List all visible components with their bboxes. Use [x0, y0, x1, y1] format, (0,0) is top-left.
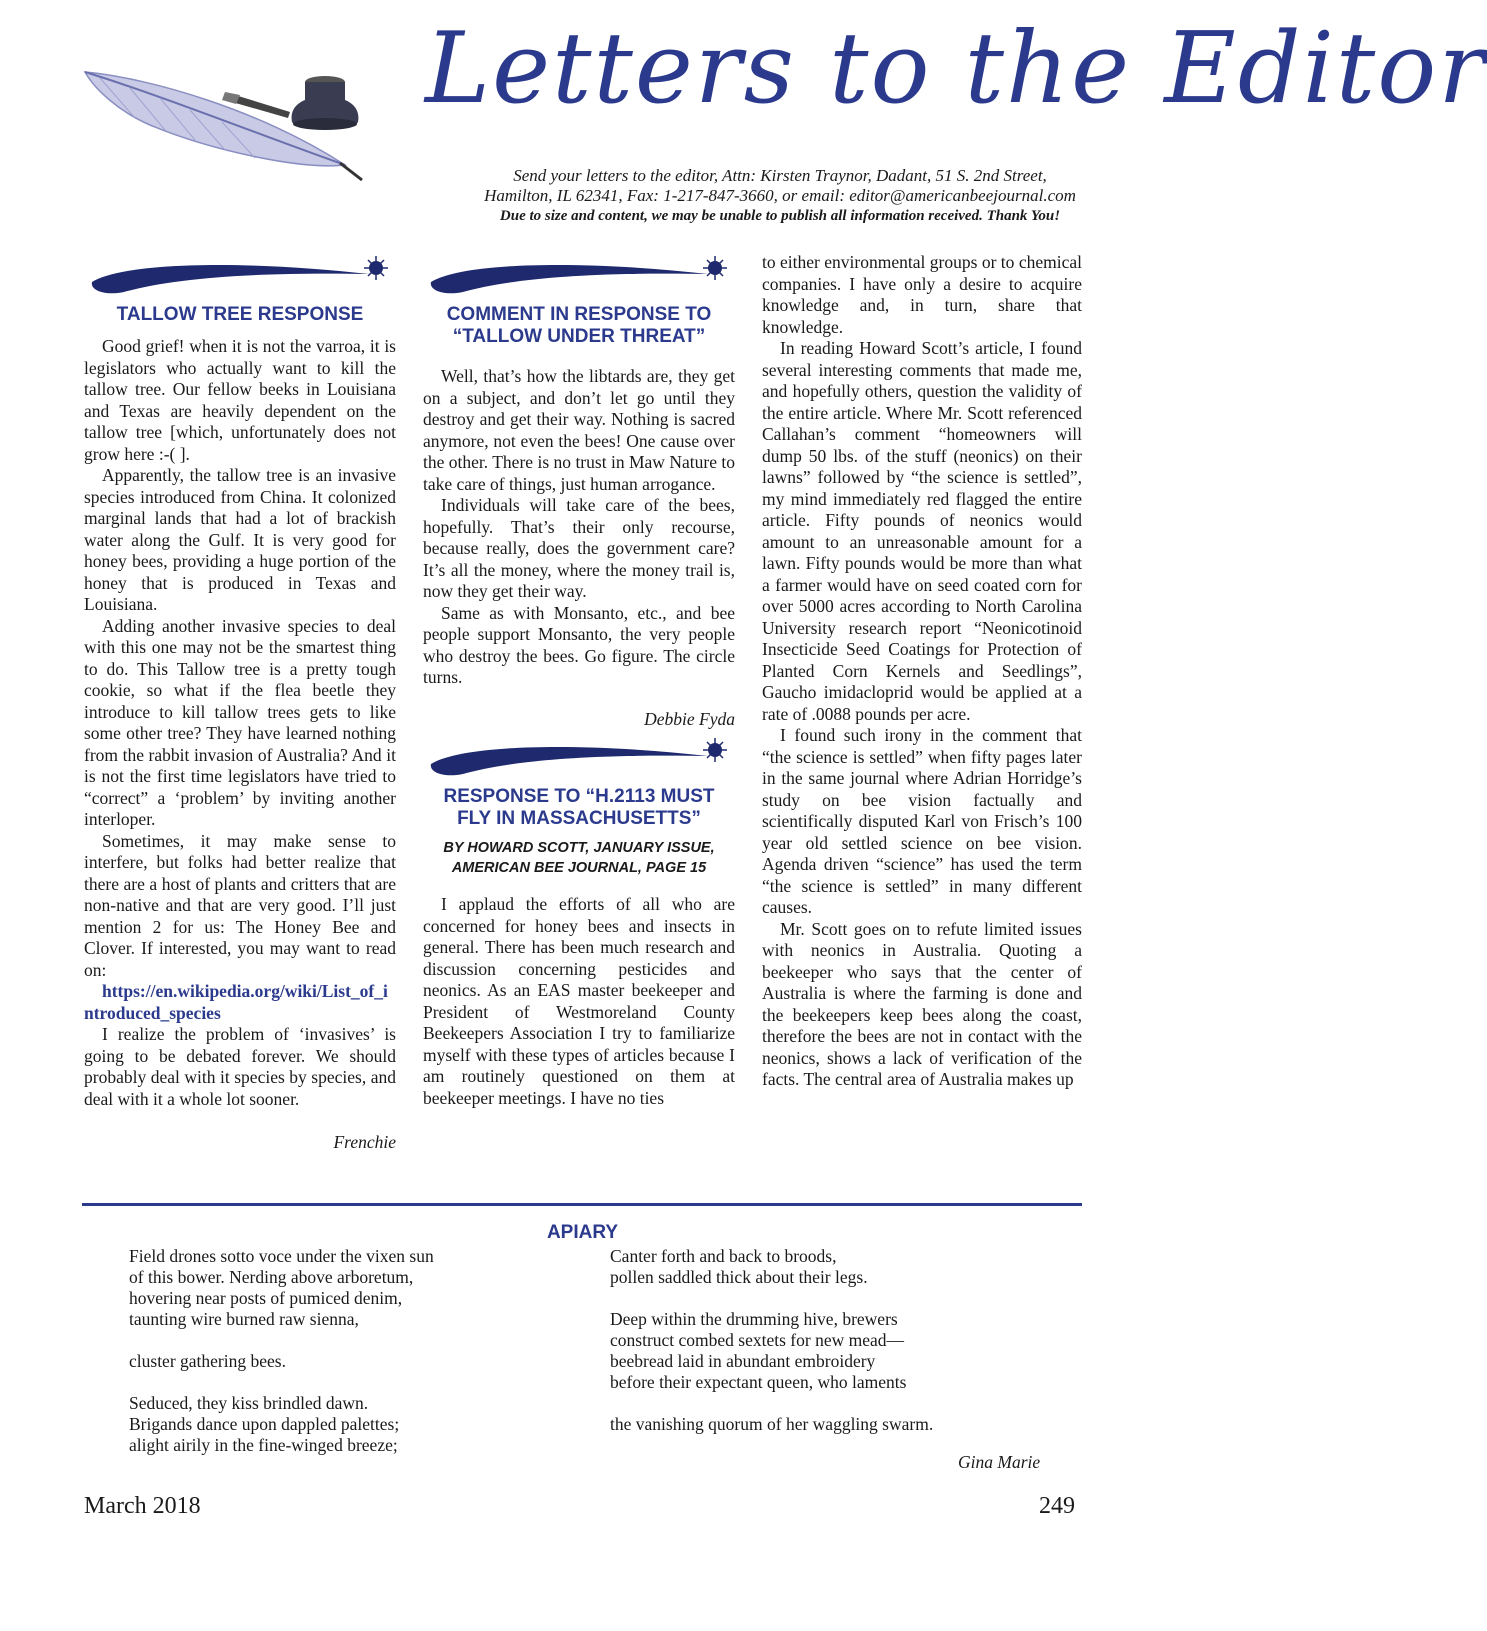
section-divider — [423, 734, 735, 780]
quill-and-ink-illustration — [0, 0, 430, 240]
letter-comment-tallow-under-threat — [423, 252, 735, 1109]
letter-byline — [423, 838, 735, 878]
heading-line: RESPONSE TO “H.2113 MUST — [443, 786, 715, 807]
letter-paragraph: Same as with Monsanto, etc., and bee people support Monsanto, the very people who destroy the bees. Go figure. The circle turns. — [423, 602, 735, 687]
letter-paragraph: Apparently, the tallow tree is an invasive species introduced from China. It colonized marginal lands that had a lot of brackish water along the Gulf. It is very good for honey bees, providing a huge portion of the honey that is produced in Texas and Louisiana. — [84, 465, 396, 614]
letter-signature: Frenchie — [333, 1132, 396, 1152]
letter-paragraph: I found such irony in the comment that “the science is settled” when fifty pages later in the same journal where Adrian Horridge’s study on bee vision factually and scientifically disputed Karl von Frisch’s 100 year old settled science on bee vision. Agenda driven “science” has used the term “the science is settled” in many different causes. — [762, 725, 1082, 917]
section-rule — [82, 1203, 1082, 1206]
letter-paragraph: Good grief! when it is not the varroa, it is legislators who actually want to kill the tallow tree. Our fellow beeks in Louisiana and Texas are heavily dependent on the tallow tree [which, unfortunately does not grow here :-( ]. — [84, 336, 396, 464]
byline-line: AMERICAN BEE JOURNAL, PAGE 15 — [451, 860, 707, 876]
submission-address: Send your letters to the editor, Attn: Kirsten Traynor, Dadant, 51 S. 2nd Street, — [513, 166, 1047, 185]
issue-date: March 2018 — [84, 1493, 201, 1519]
poem-author: Gina Marie — [958, 1452, 1041, 1472]
letter-signature: Debbie Fyda — [644, 708, 735, 729]
letter-paragraph: I realize the problem of ‘invasives’ is going to be debated forever. We should probably deal with it species by species, and deal with it a whole lot sooner. — [84, 1024, 396, 1109]
page-number: 249 — [1039, 1493, 1075, 1519]
inkwell-icon — [292, 76, 359, 130]
ink-splash-icon — [703, 256, 727, 280]
ink-splash-icon — [703, 738, 727, 762]
submission-contact: Hamilton, IL 62341, Fax: 1-217-847-3660, or email: editor@americanbeejournal.com — [484, 186, 1076, 205]
letter-heading — [423, 304, 735, 348]
letter-heading — [423, 786, 735, 830]
letter-paragraph: I applaud the efforts of all who are concerned for honey bees and insects in general. There has been much research and discussion concerning pesticides and neonics. As an EAS master beekeeper and President of Westmoreland County Beekeepers Association I try to familiarize myself with these types of articles because I am routinely questioned on them at beekeeper meetings. I have no ties — [423, 894, 735, 1108]
letter-paragraph: Individuals will take care of the bees, hopefully. That’s their only recourse, because really, does the government care? It’s all the money, where the money trail is, now they get their way. — [423, 495, 735, 601]
letter-paragraph: Well, that’s how the libtards are, they get on a subject, and don’t let go until they destroy and get their way. Nothing is sacred anymore, not even the bees! One cause over the other. There is no trust in Maw Nature to take care of things, just human arrogance. — [423, 366, 735, 494]
letter-paragraph: Adding another invasive species to deal with this one may not be the smartest thing to do. This Tallow tree is a pretty tough cookie, so what if the flea beetle they introduce to kill tallow trees gets to like some other tree? They have learned nothing from the rabbit invasion of Australia? And it is not the first time legislators have tried to “correct” a ‘problem’ by inviting another interloper. — [84, 615, 396, 829]
submission-info — [380, 166, 1180, 226]
letter-h2113-continued — [762, 252, 1082, 1091]
poem-title: APIARY — [546, 1222, 619, 1243]
letter-paragraph: Sometimes, it may make sense to interfere, but folks had better realize that there are a host of plants and critters that are non-native and that are very good. I’ll just mention 2 for us: The Honey Bee and Clover. If interested, you may want to read on: — [84, 830, 396, 980]
heading-line: FLY IN MASSACHUSETTS” — [457, 808, 701, 829]
heading-line: “TALLOW UNDER THREAT” — [452, 326, 706, 347]
ink-splash-icon — [364, 256, 388, 280]
poem-left-stanzas: Field drones sotto voce under the vixen sun of this bower. Nerding above arboretum, hovering near posts of pumiced denim, taunting wire burned raw sienna, cluster gathering bees. Seduced, they kiss brindled dawn. Brigands dance upon dappled palettes; alight airily in the fine-winged breeze; — [129, 1246, 434, 1455]
byline-line: BY HOWARD SCOTT, JANUARY ISSUE, — [443, 840, 715, 856]
letter-paragraph: Mr. Scott goes on to refute limited issues with neonics in Australia. Quoting a beekeeper who says that the center of Australia is where the farming is done and the beekeepers keep bees along the coast, therefore the bees are not in contact with the neonics, shows a lack of verification of the facts. The central area of Australia makes up — [762, 918, 1082, 1089]
section-divider — [423, 252, 735, 298]
letter-paragraph: to either environmental groups or to chemical companies. I have only a desire to acquire knowledge and, in turn, share that knowledge. — [762, 252, 1082, 337]
submission-notice: Due to size and content, we may be unable to publish all information received. Thank You! — [499, 208, 1061, 224]
wikipedia-link[interactable]: https://en.wikipedia.org/wiki/List_of_introduced_species — [84, 981, 388, 1023]
poem-right-stanzas: Canter forth and back to broods, pollen saddled thick about their legs. Deep within the drumming hive, brewers construct combed sextets for new mead— beebread laid in abundant embroidery before their expectant queen, who laments the vanishing quorum of her waggling swarm. — [610, 1246, 934, 1434]
page-title: Letters to the Editor — [425, 12, 1487, 126]
section-divider — [84, 252, 396, 298]
masthead — [0, 0, 1487, 240]
heading-line: COMMENT IN RESPONSE TO — [446, 304, 712, 325]
letter-heading: TALLOW TREE RESPONSE — [116, 304, 364, 325]
letter-tallow-tree-response — [84, 252, 396, 1154]
letter-paragraph: In reading Howard Scott’s article, I found several interesting comments that made me, and hopefully others, question the validity of the entire article. Where Mr. Scott referenced Callahan’s comment “homeowners will dump 50 lbs. of the stuff (neonics) on their lawns” followed by “the science is settled”, my mind immediately red flagged the entire article. Fifty pounds of neonics would amount to an unreasonable amount for a lawn. Fifty pounds would be more than what a farmer would have on seed coated corn for over 5000 acres according to North Carolina University research report “Neonicotinoid Insecticide Seed Coatings for Protection of Planted Corn Kernels and Seedlings”, Gaucho imidacloprid would be applied at a rate of .0088 pounds per acre. — [762, 338, 1082, 724]
